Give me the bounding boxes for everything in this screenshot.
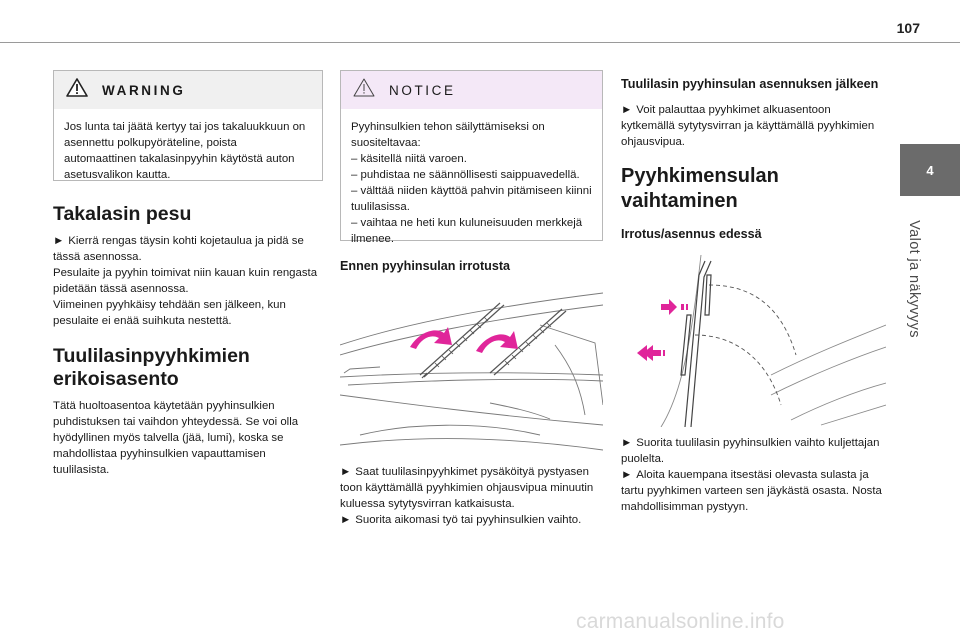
replace-heading: Pyyhkimensulan vaihtaminen bbox=[621, 165, 779, 212]
warning-title: WARNING bbox=[102, 82, 186, 98]
chapter-number: 4 bbox=[926, 162, 934, 178]
column-2 bbox=[340, 70, 603, 528]
bullet-arrow: ► bbox=[621, 104, 633, 116]
notice-item: – puhdistaa ne säännöllisesti saippuavedellä. bbox=[351, 169, 580, 181]
warning-icon bbox=[66, 78, 88, 102]
before-removal-text bbox=[340, 464, 603, 528]
notice-intro: Pyyhinsulkien tehon säilyttämiseksi on suositeltavaa: bbox=[351, 121, 545, 149]
chapter-tab[interactable] bbox=[900, 144, 960, 196]
chapter-title-vertical bbox=[905, 204, 923, 354]
before-removal-step-1: Saat tuulilasinpyyhkimet pysäköityä pystyasen toon käyttämällä pyyhkimien ohjausvipua minuutin kuluessa sytytysvirran katkaisusta. bbox=[340, 466, 594, 510]
notice-item: – käsitellä niitä varoen. bbox=[351, 153, 467, 165]
notice-title: NOTICE bbox=[389, 82, 456, 98]
before-removal-step-2: Suorita aikomasi työ tai pyyhinsulkien vaihto. bbox=[355, 514, 582, 526]
header-divider bbox=[0, 42, 960, 43]
column-3 bbox=[621, 76, 886, 515]
bullet-arrow: ► bbox=[53, 235, 65, 247]
column-1 bbox=[53, 70, 323, 478]
wiper-removal-illustration bbox=[621, 255, 886, 427]
rear-wash-line-2: Pesulaite ja pyyhin toimivat niin kauan kuin rengasta pidetään tässä asennossa. bbox=[53, 267, 318, 295]
special-position-text: Tätä huoltoasentoa käytetään pyyhinsulkien puhdistuksen tai vaihdon yhteydessä. Se voi olla hyödyllinen myös talvella (jää, lumi), koska se mahdollistaa pyyhinsulkien vapauttamisen tuulilasista. bbox=[53, 400, 299, 476]
rear-wash-line-3: Viimeinen pyyhkäisy tehdään sen jälkeen, kun pesulaite ei enää suihkuta nestettä. bbox=[53, 299, 286, 327]
replace-text bbox=[621, 435, 886, 515]
after-install-text bbox=[621, 102, 886, 150]
notice-header bbox=[341, 71, 602, 109]
rear-wash-line-1: Kierrä rengas täysin kohti kojetaulua ja pidä se tässä asennossa. bbox=[53, 235, 304, 263]
rear-wash-text bbox=[53, 233, 323, 329]
warning-header bbox=[54, 71, 322, 109]
rear-wash-heading: Takalasin pesu bbox=[53, 203, 192, 225]
warning-box bbox=[53, 70, 323, 181]
replace-subheading: Irrotus/asennus edessä bbox=[621, 227, 762, 241]
warning-text-block bbox=[54, 109, 322, 193]
replace-step-1: Suorita tuulilasin pyyhinsulkien vaihto kuljettajan puolelta. bbox=[621, 437, 880, 465]
after-install-step: Voit palauttaa pyyhkimet alkuasentoon kytkemällä sytytysvirran ja käyttämällä pyyhkimien ohjausvipua. bbox=[621, 104, 875, 148]
chapter-title: Valot ja näkyvyys bbox=[906, 220, 922, 338]
notice-item: – välttää niiden käyttöä pahvin pitämiseen kiinni tuulilasissa. bbox=[351, 185, 592, 213]
bullet-arrow: ► bbox=[621, 437, 633, 449]
notice-box bbox=[340, 70, 603, 245]
warning-text: Jos lunta tai jäätä kertyy tai jos takaluukkuun on asennettu polkupyöräteline, poista automaattinen takalasinpyyhin käytöstä auton asetusvalikon kautta. bbox=[64, 121, 306, 181]
notice-item: – vaihtaa ne heti kun kuluneisuuden merkkejä ilmenee. bbox=[351, 217, 583, 245]
page-number: 107 bbox=[896, 20, 920, 36]
watermark: carmanualsonline.info bbox=[576, 610, 785, 633]
bullet-arrow: ► bbox=[340, 466, 352, 478]
notice-icon bbox=[353, 78, 375, 102]
notice-text-block bbox=[341, 109, 602, 257]
after-install-heading: Tuulilasin pyyhinsulan asennuksen jälkeen bbox=[621, 77, 879, 91]
wiper-raised-illustration bbox=[340, 285, 603, 453]
bullet-arrow: ► bbox=[621, 469, 633, 481]
special-position-heading: Tuulilasinpyyhkimien erikoisasento bbox=[53, 345, 250, 390]
before-removal-heading: Ennen pyyhinsulan irrotusta bbox=[340, 259, 511, 273]
bullet-arrow: ► bbox=[340, 514, 352, 526]
replace-step-2: Aloita kauempana itsestäsi olevasta sulasta ja tartu pyyhkimen varteen sen jäykästä osasta. Nosta mahdollisimman pystyyn. bbox=[621, 469, 882, 513]
